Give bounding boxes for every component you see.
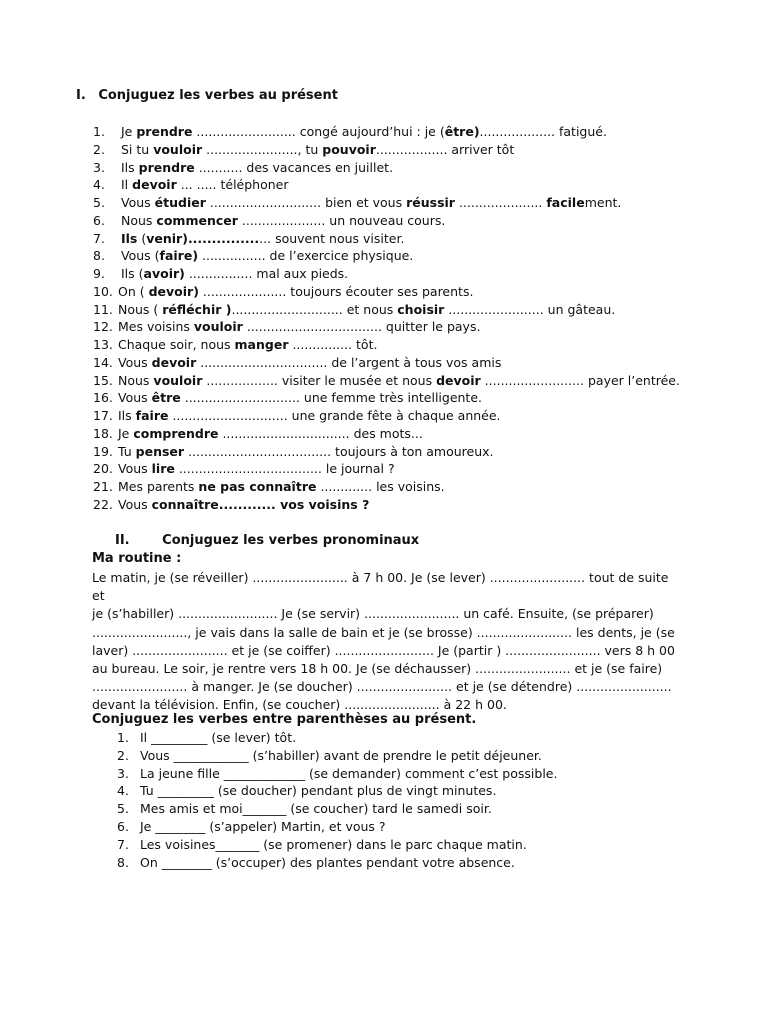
item-number: 12. — [93, 319, 113, 335]
sentence-text: .................. arriver tôt — [375, 141, 515, 157]
section-1-numeral: I. — [76, 88, 86, 103]
exercise-sentence — [121, 247, 413, 265]
exercise-sentence — [118, 496, 369, 514]
exercise-sentence — [118, 318, 480, 336]
sentence-text: Tu — [118, 443, 136, 459]
routine-paragraph — [92, 569, 682, 715]
sentence-text: Nous — [121, 212, 157, 228]
item-number: 15. — [93, 372, 113, 388]
exercise-sentence — [118, 425, 423, 443]
sentence-text: ......................... congé aujourd’hui : je ( — [192, 124, 445, 139]
exercise-sentence — [121, 123, 607, 141]
item-number: 9. — [93, 266, 105, 281]
sentence-text: ..................... un nouveau cours. — [237, 212, 446, 228]
item-number: 7. — [93, 230, 105, 246]
section-3-title: Conjuguez les verbes entre parenthèses au présent. — [92, 712, 477, 727]
routine-line: je (s’habiller) ......................... Je (se servir) ........................ un café. Ensuite, (se préparer) — [92, 606, 654, 622]
section-2-heading — [115, 533, 419, 548]
item-number: 3. — [117, 765, 129, 781]
item-number: 4. — [117, 783, 129, 799]
verb-infinitive: réfléchir ) — [162, 301, 232, 317]
routine-line: ........................, je vais dans la salle de bain et je (se brosse) ........................ les dents, je (se — [92, 624, 675, 640]
sentence-text: ................................ des mots... — [218, 425, 423, 441]
verb-infinitive: venir) — [146, 230, 188, 246]
exercise-sentence: Il _________ (se lever) tôt. — [140, 730, 297, 745]
sentence-text: Mes voisins — [118, 319, 194, 335]
verb-infinitive: prendre — [136, 124, 193, 139]
item-number: 11. — [93, 301, 113, 317]
verb-infinitive: vouloir — [193, 319, 243, 335]
sentence-text: ................ mal aux pieds. — [184, 266, 349, 281]
verb-infinitive: faire — [135, 408, 169, 423]
sentence-text: ............... tôt. — [288, 337, 378, 352]
sentence-text: Si tu — [121, 141, 154, 157]
sentence-text: ........................ un gâteau. — [444, 301, 616, 317]
sentence-text: ..................... — [454, 195, 547, 210]
exercise-sentence — [121, 230, 404, 248]
sentence-text: Ils — [121, 159, 139, 175]
sentence-text: .................................. quitter le pays. — [242, 319, 481, 335]
sentence-text: Vous — [118, 390, 152, 406]
exercise-sentence — [118, 460, 395, 478]
sentence-text: ............................ et nous — [231, 301, 398, 317]
verb-infinitive: facile — [546, 195, 585, 210]
item-number: 16. — [93, 390, 113, 406]
verb-infinitive: connaître — [151, 496, 219, 512]
verb-infinitive: manger — [234, 337, 289, 352]
sentence-text: ... ..... téléphoner — [176, 177, 289, 193]
sentence-text: ... souvent nous visiter. — [259, 230, 405, 246]
sentence-text: ............................. une femme très intelligente. — [180, 390, 483, 406]
item-number: 6. — [93, 212, 105, 228]
routine-line: devant la télévision. Enfin, (se coucher) ........................ à 22 h 00. — [92, 697, 507, 713]
verb-infinitive: devoir — [436, 372, 481, 388]
exercise-sentence — [118, 354, 501, 372]
exercise-sentence — [118, 301, 615, 319]
sentence-text: .................. visiter le musée et nous — [202, 372, 437, 388]
section-1-heading — [76, 88, 338, 103]
exercise-sentence — [118, 407, 501, 425]
sentence-text: ............. les voisins. — [316, 479, 445, 494]
verb-infinitive: pouvoir — [322, 141, 376, 157]
sentence-text: Chaque soir, nous — [118, 337, 235, 352]
sentence-text: Il — [121, 177, 133, 193]
verb-infinitive: devoir) — [148, 283, 199, 299]
item-number: 18. — [93, 425, 113, 441]
routine-subtitle: Ma routine : — [92, 551, 182, 566]
exercise-sentence — [118, 283, 473, 301]
verb-infinitive: être) — [444, 124, 480, 139]
verb-infinitive: devoir — [151, 354, 197, 370]
item-number: 17. — [93, 408, 113, 423]
verb-infinitive: faire) — [159, 248, 199, 264]
sentence-text: .................................... toujours à ton amoureux. — [184, 443, 494, 459]
sentence-text: Vous — [118, 461, 152, 477]
exercise-sentence: Tu _________ (se doucher) pendant plus de vingt minutes. — [140, 783, 497, 799]
sentence-text: Ils — [118, 408, 136, 423]
item-number: 13. — [93, 337, 113, 352]
verb-infinitive: choisir — [397, 301, 445, 317]
sentence-text: Je — [118, 425, 134, 441]
exercise-sentence — [118, 389, 482, 407]
section-2-numeral: II. — [115, 533, 130, 548]
verb-infinitive: commencer — [156, 212, 238, 228]
sentence-text: Je — [121, 124, 137, 139]
sentence-text: Nous ( — [118, 301, 163, 317]
verb-infinitive: ............ vos voisins ? — [218, 496, 370, 512]
routine-line: au bureau. Le soir, je rentre vers 18 h 00. Je (se déchausser) ........................ et je (se faire) — [92, 661, 663, 677]
sentence-text: Vous ( — [121, 248, 160, 264]
sentence-text: .................................... le journal ? — [174, 461, 395, 477]
sentence-text: ................... fatigué. — [479, 124, 607, 139]
item-number: 5. — [93, 195, 105, 210]
verb-infinitive: Ils — [121, 230, 138, 246]
verb-infinitive: vouloir — [153, 372, 203, 388]
item-number: 21. — [93, 479, 113, 494]
sentence-text: Ils ( — [121, 266, 144, 281]
sentence-text: ......................., tu — [202, 141, 323, 157]
sentence-text: Nous — [118, 372, 154, 388]
verb-infinitive: devoir — [132, 177, 177, 193]
exercise-sentence — [118, 443, 494, 461]
sentence-text: ( — [137, 230, 147, 246]
item-number: 1. — [117, 730, 129, 745]
sentence-text: ............................. une grande fête à chaque année. — [168, 408, 501, 423]
verb-infinitive: avoir) — [143, 266, 185, 281]
sentence-text: ......................... payer l’entrée. — [480, 372, 680, 388]
exercise-sentence — [118, 336, 377, 354]
item-number: 8. — [117, 854, 129, 870]
item-number: 7. — [117, 836, 129, 852]
exercise-sentence: Mes amis et moi_______ (se coucher) tard le samedi soir. — [140, 801, 492, 817]
exercise-sentence — [121, 265, 348, 283]
section-2-title: Conjuguez les verbes pronominaux — [162, 533, 420, 548]
sentence-text: On ( — [118, 283, 149, 299]
verb-infinitive: vouloir — [153, 141, 203, 157]
sentence-text: ..................... toujours écouter ses parents. — [198, 283, 474, 299]
exercise-sentence: La jeune fille _____________ (se demander) comment c’est possible. — [140, 765, 558, 781]
verb-infinitive: lire — [151, 461, 175, 477]
verb-infinitive: penser — [135, 443, 185, 459]
exercise-sentence — [121, 159, 393, 177]
verb-infinitive: ............... — [187, 230, 260, 246]
verb-infinitive: ne pas connaître — [198, 479, 317, 494]
item-number: 14. — [93, 354, 113, 370]
item-number: 6. — [117, 819, 129, 834]
exercise-sentence — [118, 478, 445, 496]
routine-line: laver) ........................ et je (se coiffer) ......................... Je (partir ) ........................ vers 8 h 00 — [92, 642, 675, 658]
exercise-sentence — [121, 141, 514, 159]
exercise-sentence: On ________ (s’occuper) des plantes pendant votre absence. — [140, 854, 515, 870]
sentence-text: Vous — [118, 496, 152, 512]
sentence-text: ment. — [584, 195, 622, 210]
sentence-text: Vous — [118, 354, 152, 370]
item-number: 3. — [93, 159, 105, 175]
exercise-sentence: Vous ____________ (s’habiller) avant de prendre le petit déjeuner. — [140, 747, 542, 763]
exercise-sentence: Les voisines_______ (se promener) dans le parc chaque matin. — [140, 836, 527, 852]
verb-infinitive: être — [151, 390, 181, 406]
item-number: 20. — [93, 461, 113, 477]
routine-line: Le matin, je (se réveiller) ........................ à 7 h 00. Je (se lever) ........................ tout de suite et — [92, 570, 669, 604]
exercise-sentence — [118, 372, 680, 390]
verb-infinitive: étudier — [154, 195, 206, 210]
sentence-text: Vous — [121, 195, 155, 210]
item-number: 5. — [117, 801, 129, 817]
item-number: 1. — [93, 124, 105, 139]
sentence-text: ................ de l’exercice physique. — [198, 248, 414, 264]
section-1-title: Conjuguez les verbes au présent — [98, 88, 338, 103]
item-number: 4. — [93, 177, 105, 193]
sentence-text: ........... des vacances en juillet. — [194, 159, 394, 175]
sentence-text: ............................ bien et vous — [205, 195, 407, 210]
item-number: 10. — [93, 283, 113, 299]
verb-infinitive: réussir — [406, 195, 455, 210]
item-number: 8. — [93, 248, 105, 264]
item-number: 2. — [93, 141, 105, 157]
sentence-text: Mes parents — [118, 479, 199, 494]
item-number: 19. — [93, 443, 113, 459]
item-number: 2. — [117, 747, 129, 763]
exercise-sentence — [121, 194, 621, 212]
exercise-sentence: Je ________ (s’appeler) Martin, et vous ? — [140, 819, 386, 834]
exercise-sentence — [121, 212, 445, 230]
item-number: 22. — [93, 496, 113, 512]
verb-infinitive: prendre — [138, 159, 195, 175]
verb-infinitive: comprendre — [133, 425, 219, 441]
exercise-sentence — [121, 176, 288, 194]
routine-line: ........................ à manger. Je (se doucher) ........................ et je (se détendre) ........................ — [92, 679, 672, 695]
sentence-text: ................................ de l’argent à tous vos amis — [196, 354, 502, 370]
